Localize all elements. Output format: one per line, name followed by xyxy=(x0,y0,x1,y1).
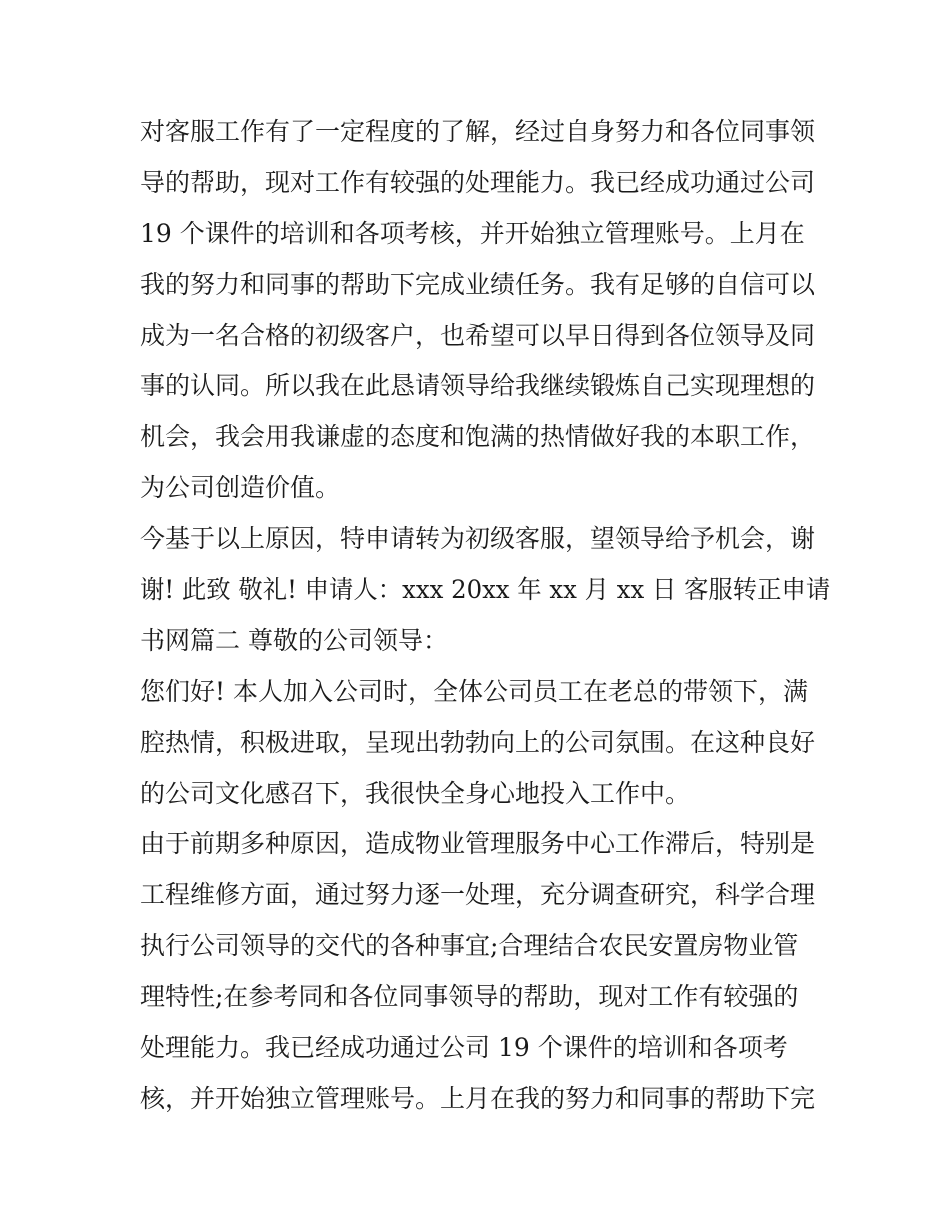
text-line: 由于前期多种原因，造成物业管理服务中心工作滞后，特别是 xyxy=(140,829,816,859)
text-line: 工程维修方面，通过努力逐一处理，充分调查研究，科学合理 xyxy=(140,880,816,910)
text-line: 对客服工作有了一定程度的了解，经过自身努力和各位同事领 xyxy=(140,117,816,146)
document-text-body xyxy=(140,107,830,1125)
text-line: 谢! 此致 敬礼! 申请人：xxx 20xx 年 xx 月 xx 日 客服转正申请 xyxy=(140,575,831,605)
text-line: 成为一名合格的初级客户，也希望可以早日得到各位领导及同 xyxy=(140,320,816,350)
text-line: 理特性;在参考同和各位同事领导的帮助，现对工作有较强的 xyxy=(140,982,799,1012)
text-line: 事的认同。所以我在此恳请领导给我继续锻炼自己实现理想的 xyxy=(140,371,816,401)
text-line: 导的帮助，现对工作有较强的处理能力。我已经成功通过公司 xyxy=(140,167,816,197)
text-line: 书网篇二 尊敬的公司领导： xyxy=(140,625,448,655)
text-line: 腔热情，积极进取，呈现出勃勃向上的公司氛围。在这种良好 xyxy=(140,727,816,757)
text-line: 的公司文化感召下，我很快全身心地投入工作中。 xyxy=(140,778,691,808)
text-line: 机会，我会用我谦虚的态度和饱满的热情做好我的本职工作， xyxy=(140,422,816,452)
text-line: 为公司创造价值。 xyxy=(140,473,341,503)
text-line: 您们好! 本人加入公司时，全体公司员工在老总的带领下，满 xyxy=(140,676,808,706)
text-line: 处理能力。我已经成功通过公司 19 个课件的培训和各项考 xyxy=(140,1033,788,1063)
text-line: 19 个课件的培训和各项考核，并开始独立管理账号。上月在 xyxy=(140,218,805,248)
text-line: 今基于以上原因，特申请转为初级客服，望领导给予机会，谢 xyxy=(140,524,816,554)
text-line: 核，并开始独立管理账号。上月在我的努力和同事的帮助下完 xyxy=(140,1083,816,1113)
text-line: 执行公司领导的交代的各种事宜;合理结合农民安置房物业管 xyxy=(140,931,799,961)
text-line: 我的努力和同事的帮助下完成业绩任务。我有足够的自信可以 xyxy=(140,269,816,299)
